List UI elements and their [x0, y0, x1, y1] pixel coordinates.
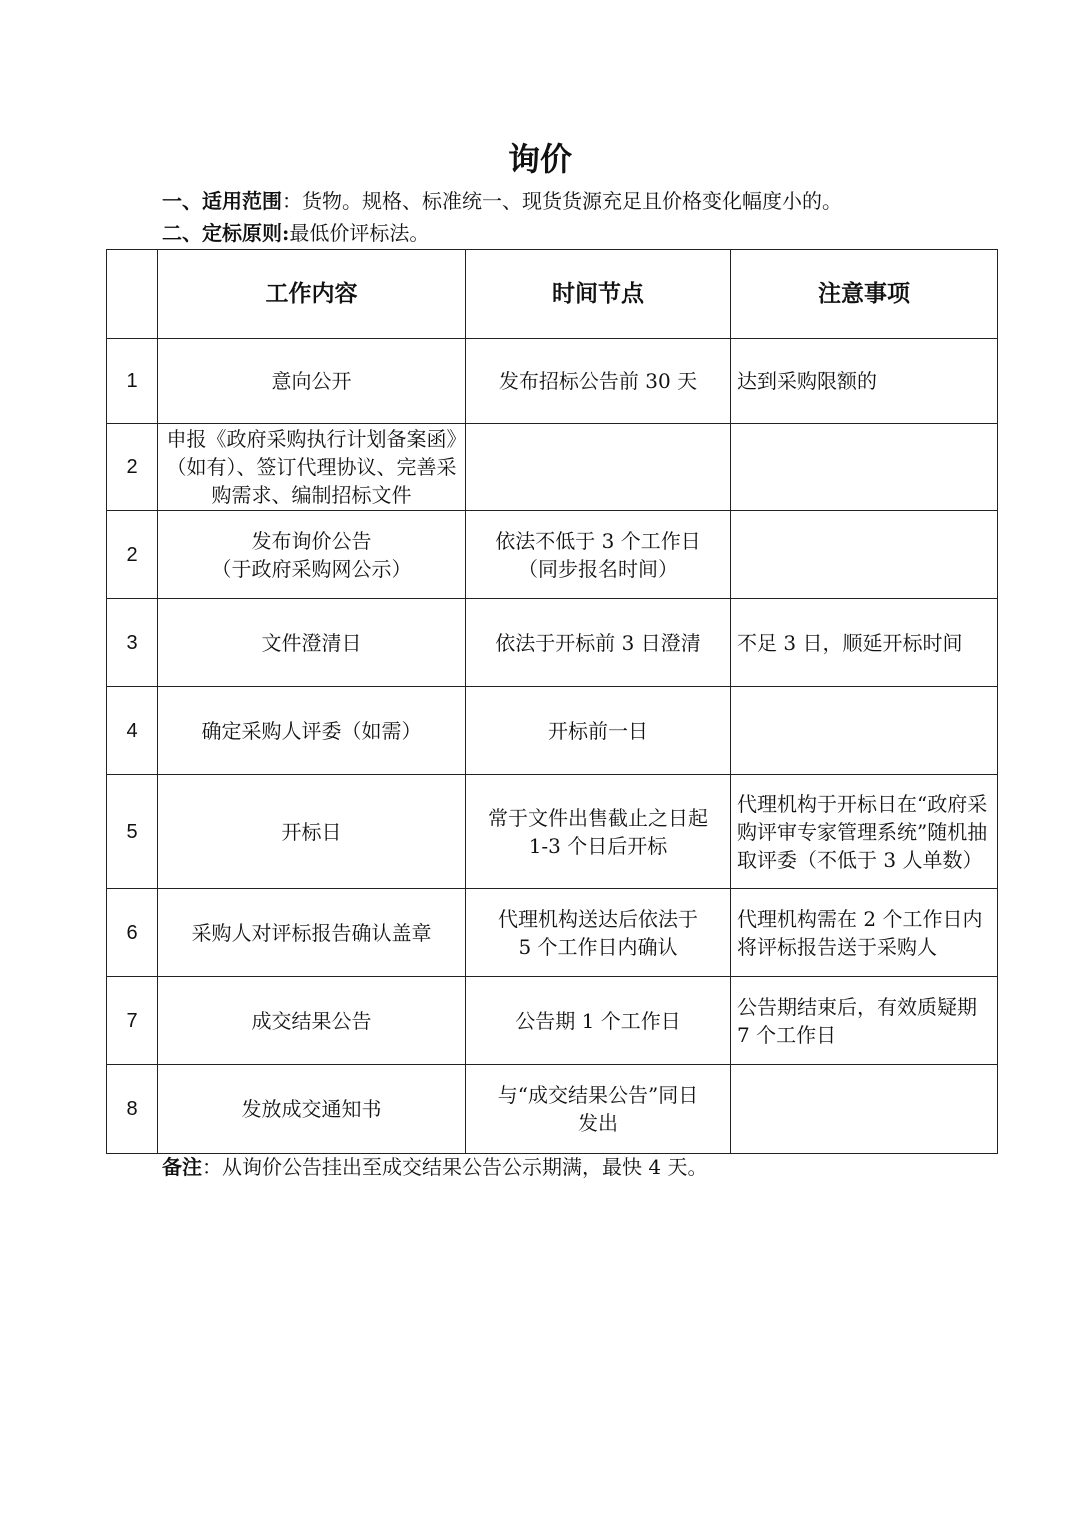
time-node-cell — [466, 424, 731, 511]
table-body — [107, 339, 998, 1154]
row-number: 8 — [107, 1065, 158, 1154]
notes-cell — [731, 511, 998, 599]
header-content: 工作内容 — [158, 250, 466, 339]
notes-cell: 公告期结束后，有效质疑期 7 个工作日 — [731, 977, 998, 1065]
header-time: 时间节点 — [466, 250, 731, 339]
scope-text: ：货物。规格、标准统一、现货货源充足且价格变化幅度小的。 — [282, 189, 842, 213]
time-node-cell: 开标前一日 — [466, 687, 731, 775]
time-node-cell: 公告期 1 个工作日 — [466, 977, 731, 1065]
table-row — [107, 511, 998, 599]
notes-cell — [731, 687, 998, 775]
time-node-cell: 与“成交结果公告”同日 发出 — [466, 1065, 731, 1154]
work-content-cell: 意向公开 — [158, 339, 466, 424]
table-row — [107, 424, 998, 511]
work-content-cell: 文件澄清日 — [158, 599, 466, 687]
table-row — [107, 775, 998, 889]
page-title: 询价 — [507, 140, 572, 178]
work-content-cell: 发放成交通知书 — [158, 1065, 466, 1154]
row-number: 4 — [107, 687, 158, 775]
table-row — [107, 339, 998, 424]
notes-cell: 代理机构于开标日在“政府采购评审专家管理系统”随机抽取评委（不低于 3 人单数） — [731, 775, 998, 889]
time-node-cell: 依法于开标前 3 日澄清 — [466, 599, 731, 687]
row-number: 1 — [107, 339, 158, 424]
row-number: 3 — [107, 599, 158, 687]
notes-cell: 代理机构需在 2 个工作日内将评标报告送于采购人 — [731, 889, 998, 977]
row-number: 6 — [107, 889, 158, 977]
notes-cell — [731, 424, 998, 511]
scope-line — [162, 186, 842, 216]
remark-text: ：从询价公告挂出至成交结果公告公示期满，最快 4 天。 — [202, 1155, 708, 1179]
row-number: 7 — [107, 977, 158, 1065]
table-row — [107, 599, 998, 687]
time-node-cell: 依法不低于 3 个工作日 （同步报名时间） — [466, 511, 731, 599]
table-row — [107, 687, 998, 775]
notes-cell: 不足 3 日，顺延开标时间 — [731, 599, 998, 687]
notes-cell: 达到采购限额的 — [731, 339, 998, 424]
row-number: 2 — [107, 424, 158, 511]
procurement-table — [106, 249, 998, 1154]
time-node-cell: 代理机构送达后依法于 5 个工作日内确认 — [466, 889, 731, 977]
remark-line — [162, 1152, 707, 1182]
header-no — [107, 250, 158, 339]
time-node-cell: 常于文件出售截止之日起 1-3 个日后开标 — [466, 775, 731, 889]
remark-label: 备注 — [162, 1155, 202, 1179]
notes-cell — [731, 1065, 998, 1154]
principle-label: 二、定标原则: — [162, 221, 290, 245]
work-content-cell: 成交结果公告 — [158, 977, 466, 1065]
work-content-cell: 确定采购人评委（如需） — [158, 687, 466, 775]
row-number: 5 — [107, 775, 158, 889]
principle-text: 最低价评标法。 — [289, 221, 430, 245]
table-row — [107, 1065, 998, 1154]
row-number: 2 — [107, 511, 158, 599]
table-header-row — [107, 250, 998, 339]
work-content-cell: 发布询价公告 （于政府采购网公示） — [158, 511, 466, 599]
work-content-cell: 开标日 — [158, 775, 466, 889]
table-row — [107, 889, 998, 977]
work-content-cell: 申报《政府采购执行计划备案函》（如有）、签订代理协议、完善采购需求、编制招标文件 — [158, 424, 466, 511]
header-notes: 注意事项 — [731, 250, 998, 339]
scope-label: 一、适用范围 — [162, 189, 282, 213]
work-content-cell: 采购人对评标报告确认盖章 — [158, 889, 466, 977]
time-node-cell: 发布招标公告前 30 天 — [466, 339, 731, 424]
principle-line — [162, 218, 429, 248]
table-row — [107, 977, 998, 1065]
